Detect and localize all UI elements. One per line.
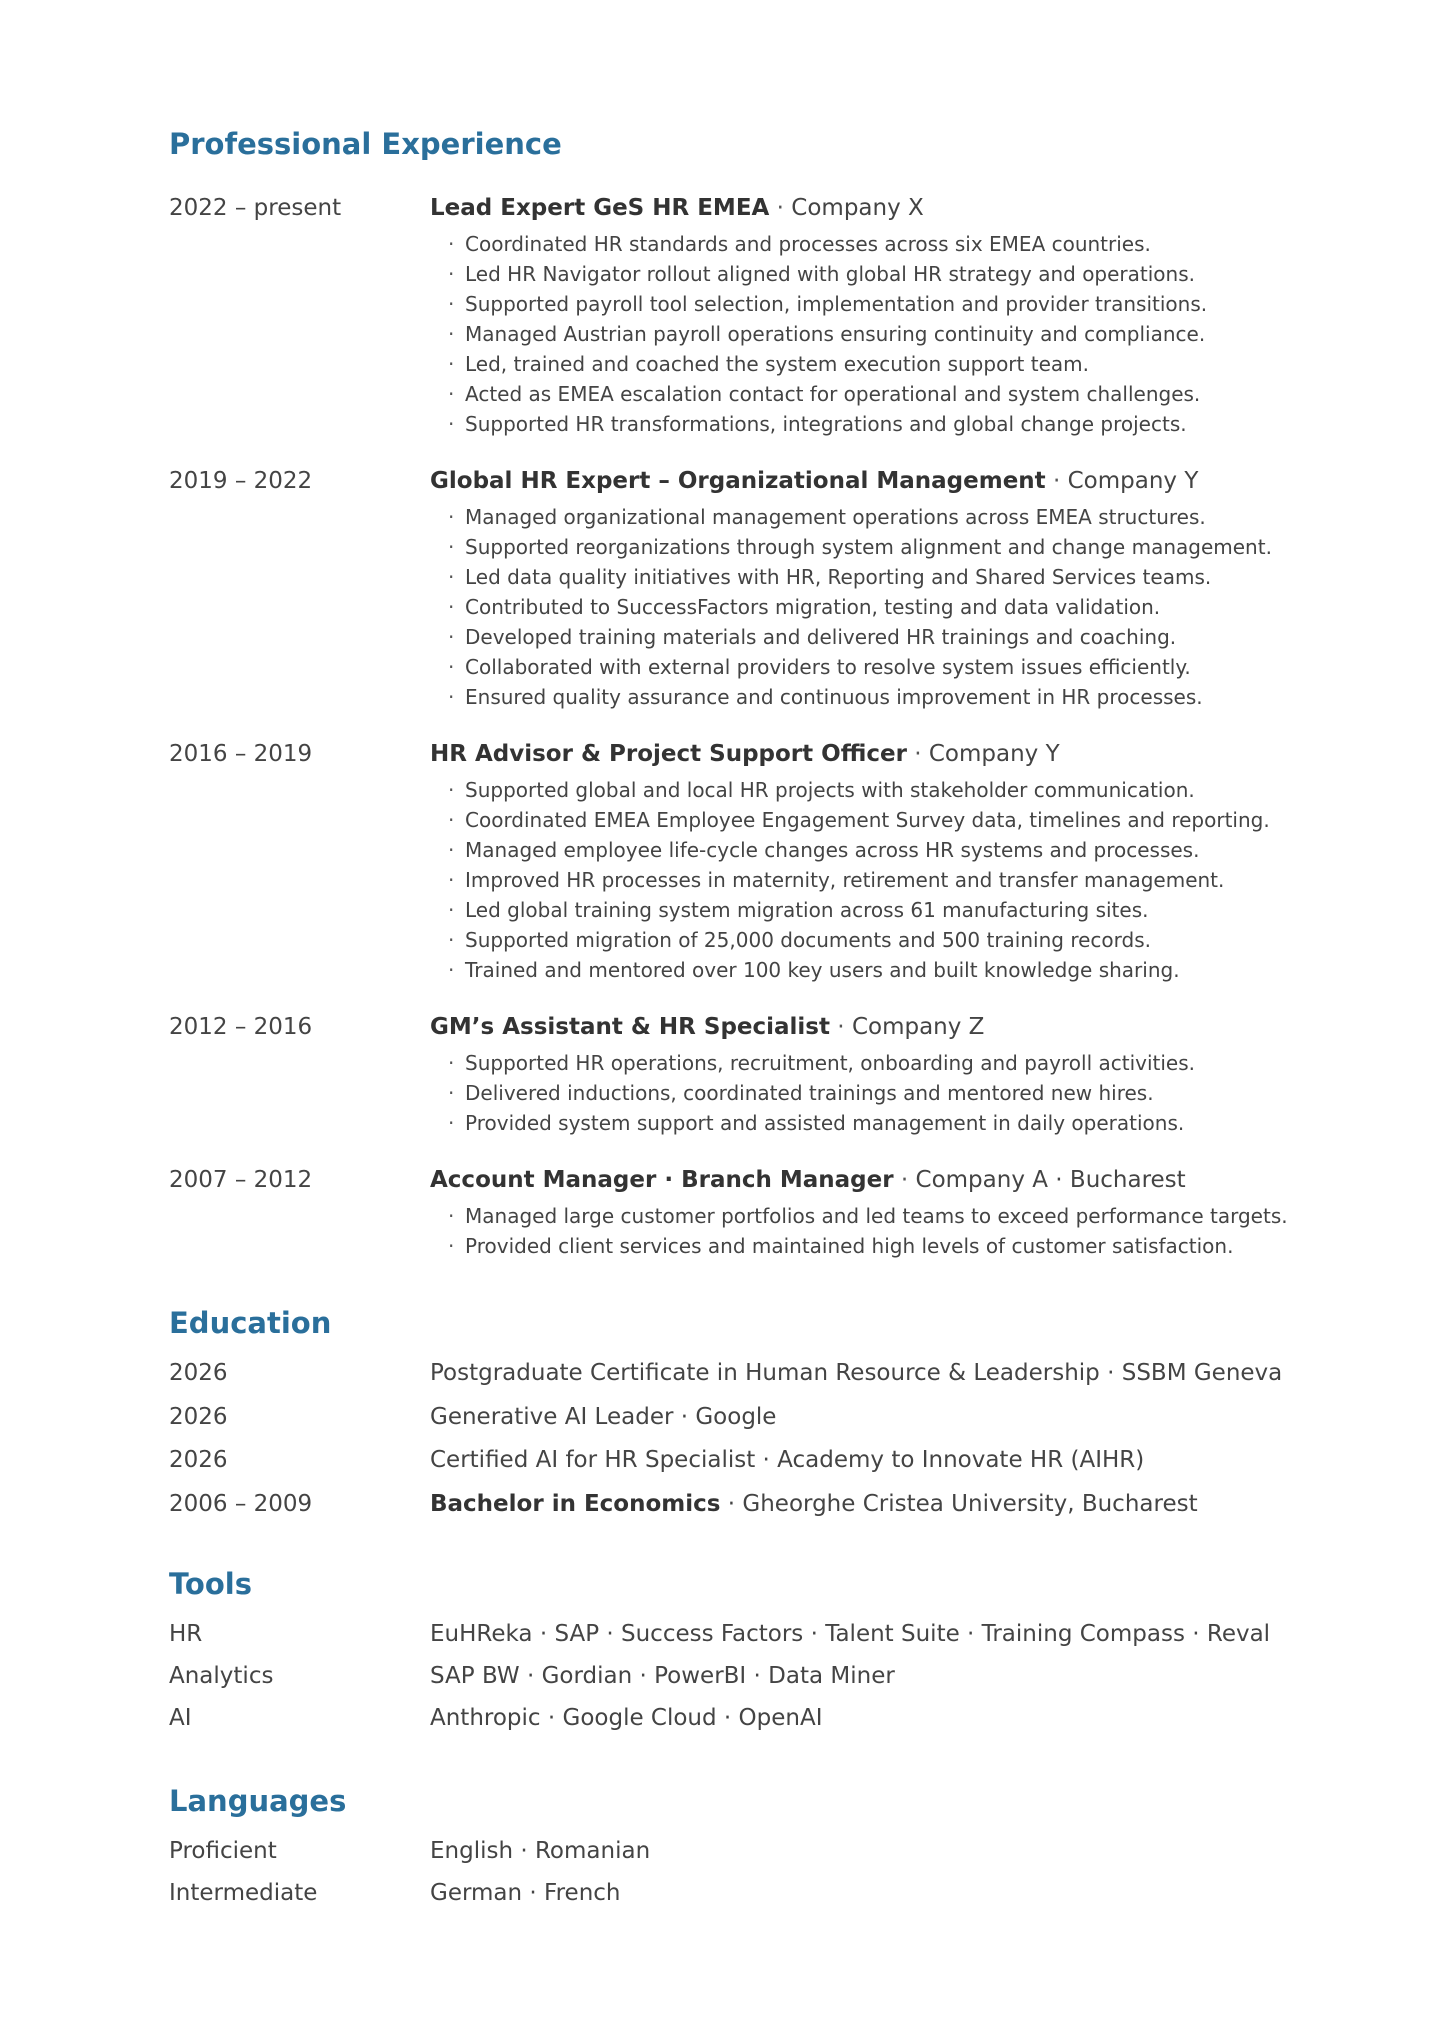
job-dates: 2007 – 2012 [169,1167,313,1193]
job-bullet: · Supported reorganizations through system alignment and change management. [448,532,1310,562]
job-bullet: · Contributed to SuccessFactors migration, testing and data validation. [448,592,1310,622]
tools-heading: Tools [169,1567,252,1601]
job-company: Company X [791,195,924,221]
languages-heading: Languages [169,1784,347,1818]
job-title: Lead Expert GeS HR EMEA [430,195,770,221]
job-dates: 2016 – 2019 [169,741,313,767]
job-details [430,1012,1310,1138]
job-bullets [430,229,1310,439]
job-bullet: · Provided client services and maintained high levels of customer satisfaction. [448,1231,1310,1261]
job-role-line [430,466,1310,496]
job-bullet: · Acted as EMEA escalation contact for operational and system challenges. [448,379,1310,409]
tools-category: Analytics [169,1663,274,1689]
education-details [430,1489,1310,1519]
job-details [430,466,1310,712]
tools-list: EuHReka · SAP · Success Factors · Talent Suite · Training Compass · Reval [430,1621,1271,1647]
job-title: HR Advisor & Project Support Officer [430,741,907,767]
education-separator: · [720,1491,743,1517]
job-bullet: · Led data quality initiatives with HR, Reporting and Shared Services teams. [448,562,1310,592]
tools-list: Anthropic · Google Cloud · OpenAI [430,1705,823,1731]
education-heading: Education [169,1306,332,1340]
job-bullet: · Led HR Navigator rollout aligned with global HR strategy and operations. [448,259,1310,289]
job-bullet: · Supported HR transformations, integrations and global change projects. [448,409,1310,439]
job-bullet: · Ensured quality assurance and continuous improvement in HR processes. [448,682,1310,712]
job-bullets [430,775,1310,985]
job-role-line [430,193,1310,223]
job-bullet: · Coordinated EMEA Employee Engagement Survey data, timelines and reporting. [448,805,1310,835]
language-level: Intermediate [169,1880,318,1906]
job-separator: · [893,1167,916,1193]
job-details [430,193,1310,439]
job-bullet: · Developed training materials and delivered HR trainings and coaching. [448,622,1310,652]
job-bullet: · Led global training system migration across 61 manufacturing sites. [448,895,1310,925]
job-bullet: · Supported global and local HR projects with stakeholder communication. [448,775,1310,805]
job-bullet: · Delivered inductions, coordinated trainings and mentored new hires. [448,1078,1310,1108]
education-details: Generative AI Leader · Google [430,1404,777,1430]
education-dates: 2026 [169,1447,228,1473]
job-role-line [430,739,1310,769]
job-company: Company Y [1067,468,1199,494]
job-bullet: · Supported HR operations, recruitment, onboarding and payroll activities. [448,1048,1310,1078]
job-bullet: · Supported payroll tool selection, implementation and provider transitions. [448,289,1310,319]
job-role-line [430,1012,1310,1042]
job-bullet: · Provided system support and assisted management in daily operations. [448,1108,1310,1138]
experience-heading: Professional Experience [169,127,562,161]
tools-category: AI [169,1705,192,1731]
education-dates: 2026 [169,1404,228,1430]
job-company: Company Z [851,1014,985,1040]
job-bullet: · Collaborated with external providers to resolve system issues efficiently. [448,652,1310,682]
job-bullet: · Coordinated HR standards and processes across six EMEA countries. [448,229,1310,259]
job-dates: 2019 – 2022 [169,468,313,494]
job-title: Account Manager · Branch Manager [430,1167,894,1193]
job-bullet: · Managed Austrian payroll operations ensuring continuity and compliance. [448,319,1310,349]
job-company: Company A · Bucharest [915,1167,1186,1193]
job-bullet: · Managed large customer portfolios and led teams to exceed performance targets. [448,1201,1310,1231]
job-bullets [430,1201,1310,1261]
job-separator: · [830,1014,852,1040]
job-title: GM’s Assistant & HR Specialist [430,1014,830,1040]
education-details: Certified AI for HR Specialist · Academy to Innovate HR (AIHR) [430,1447,1145,1473]
job-bullet: · Managed organizational management operations across EMEA structures. [448,502,1310,532]
job-role-line [430,1165,1310,1195]
job-bullet: · Supported migration of 25,000 documents and 500 training records. [448,925,1310,955]
job-dates: 2022 – present [169,195,342,221]
job-bullet: · Led, trained and coached the system execution support team. [448,349,1310,379]
language-level: Proficient [169,1838,277,1864]
job-details [430,739,1310,985]
language-list: German · French [430,1880,621,1906]
job-bullet: · Managed employee life-cycle changes across HR systems and processes. [448,835,1310,865]
institution-name: Gheorghe Cristea University, Bucharest [742,1491,1198,1517]
job-separator: · [906,741,929,767]
degree-name: Bachelor in Economics [430,1491,721,1517]
education-dates: 2006 – 2009 [169,1491,313,1517]
job-bullets [430,502,1310,712]
tools-category: HR [169,1621,203,1647]
language-list: English · Romanian [430,1838,651,1864]
education-details: Postgraduate Certificate in Human Resource & Leadership · SSBM Geneva [430,1360,1283,1386]
job-bullets [430,1048,1310,1138]
job-title: Global HR Expert – Organizational Management [430,468,1046,494]
job-bullet: · Trained and mentored over 100 key users and built knowledge sharing. [448,955,1310,985]
job-separator: · [1045,468,1068,494]
tools-list: SAP BW · Gordian · PowerBI · Data Miner [430,1663,895,1689]
job-bullet: · Improved HR processes in maternity, retirement and transfer management. [448,865,1310,895]
job-details [430,1165,1310,1261]
job-separator: · [769,195,792,221]
job-dates: 2012 – 2016 [169,1014,313,1040]
job-company: Company Y [928,741,1060,767]
education-dates: 2026 [169,1360,228,1386]
